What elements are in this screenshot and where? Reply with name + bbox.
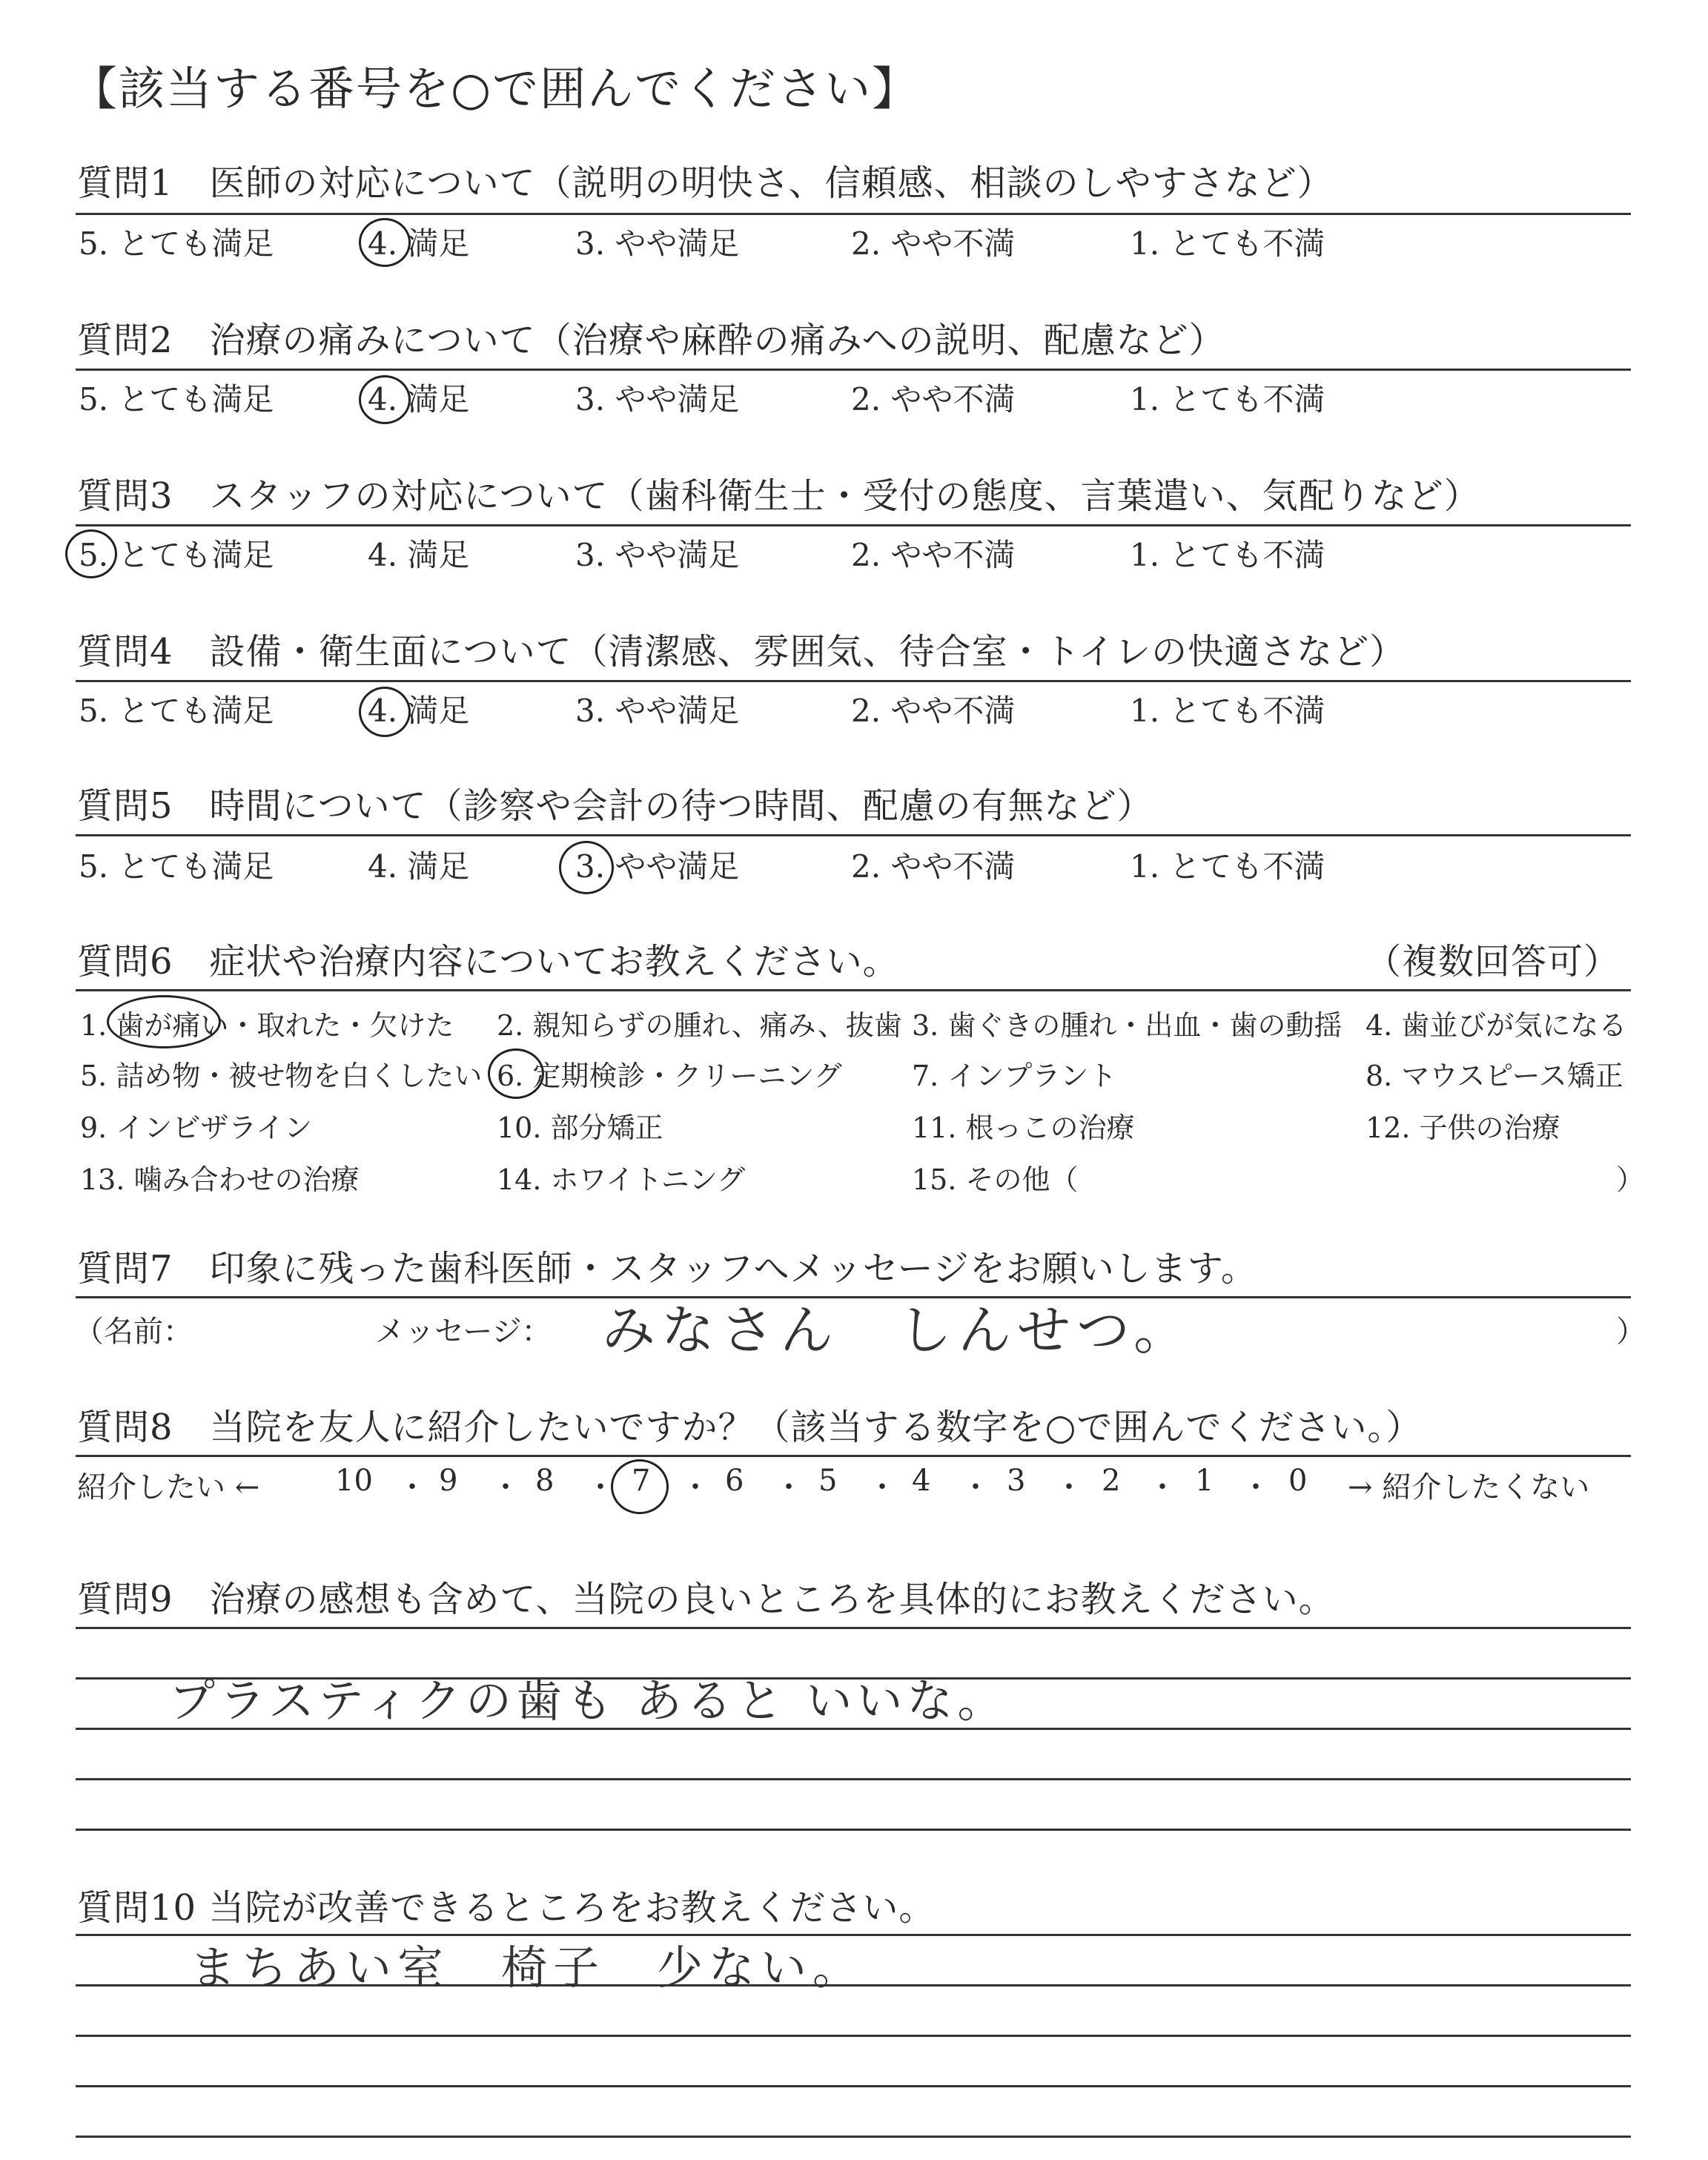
q4-option-3[interactable]: 3. やや満足 xyxy=(575,693,740,729)
q6-other-close-paren: ） xyxy=(1616,1163,1645,1196)
q6-option-3[interactable]: 3. 歯ぐきの腫れ・出血・歯の動揺 xyxy=(912,1009,1343,1042)
q3-option-5[interactable]: 5. とても満足 xyxy=(79,537,274,573)
q4-rule xyxy=(76,680,1631,682)
q10-line-3 xyxy=(76,2035,1631,2037)
q5-selected-circle xyxy=(559,841,614,894)
q8-scale-2[interactable]: 2 xyxy=(1102,1464,1121,1498)
q9-answer-handwritten[interactable]: プラスティクの歯も あると いいな。 xyxy=(169,1674,1008,1728)
q2-option-5[interactable]: 5. とても満足 xyxy=(79,381,274,417)
q1-rule xyxy=(76,213,1631,215)
q3-option-4[interactable]: 4. 満足 xyxy=(368,537,470,573)
q8-scale-8[interactable]: 8 xyxy=(535,1464,555,1498)
q6-option-9[interactable]: 9. インビザライン xyxy=(80,1112,313,1144)
q3-option-3[interactable]: 3. やや満足 xyxy=(575,537,740,573)
q5-title: 質問5 時間について（診察や会計の待つ時間、配慮の有無など） xyxy=(77,785,1153,827)
q8-left-label: 紹介したい ← xyxy=(77,1470,260,1505)
q4-option-2[interactable]: 2. やや不満 xyxy=(851,693,1016,729)
q2-option-3[interactable]: 3. やや満足 xyxy=(575,381,740,417)
q6-title: 質問6 症状や治療内容についてお教えください。 xyxy=(77,941,899,982)
q8-scale-4[interactable]: 4 xyxy=(912,1464,931,1498)
q8-scale-10[interactable]: 10 xyxy=(335,1464,373,1498)
q6-option-14[interactable]: 14. ホワイトニング xyxy=(497,1163,746,1196)
q6-rule xyxy=(76,989,1631,991)
form-heading: 【該当する番号を○で囲んでください】 xyxy=(71,62,920,116)
q6-option-6[interactable]: 6. 定期検診・クリーニング xyxy=(497,1060,842,1092)
q8-dot: ・ xyxy=(1054,1470,1084,1505)
q2-rule xyxy=(76,369,1631,371)
q5-rule xyxy=(76,834,1631,836)
q9-title: 質問9 治療の感想も含めて、当院の良いところを具体的にお教えください。 xyxy=(77,1579,1335,1620)
q1-option-1[interactable]: 1. とても不満 xyxy=(1130,225,1325,262)
q8-scale-5[interactable]: 5 xyxy=(818,1464,838,1498)
q8-scale-6[interactable]: 6 xyxy=(725,1464,744,1498)
q5-option-4[interactable]: 4. 満足 xyxy=(368,848,470,885)
q8-dot: ・ xyxy=(586,1470,615,1505)
q8-dot: ・ xyxy=(681,1470,710,1505)
q7-title: 質問7 印象に残った歯科医師・スタッフへメッセージをお願いします。 xyxy=(77,1248,1257,1289)
q10-answer-handwritten[interactable]: まちあい室 椅子 少ない。 xyxy=(190,1941,865,1995)
q2-option-1[interactable]: 1. とても不満 xyxy=(1130,381,1325,417)
q8-selected-circle xyxy=(611,1459,669,1514)
q4-selected-circle xyxy=(359,687,411,737)
q1-option-5[interactable]: 5. とても満足 xyxy=(79,225,274,262)
q10-line-4 xyxy=(76,2085,1631,2087)
q3-selected-circle xyxy=(65,529,117,578)
q6-option-5[interactable]: 5. 詰め物・被せ物を白くしたい xyxy=(80,1060,483,1092)
q6-option-10[interactable]: 10. 部分矯正 xyxy=(497,1112,663,1144)
q7-close-paren: ） xyxy=(1616,1315,1646,1349)
q6-option-7[interactable]: 7. インプラント xyxy=(912,1060,1117,1092)
q1-option-2[interactable]: 2. やや不満 xyxy=(851,225,1016,262)
q1-title: 質問1 医師の対応について（説明の明快さ、信頼感、相談のしやすさなど） xyxy=(77,162,1334,204)
q6-selected-circle-1 xyxy=(107,995,221,1048)
q8-scale-9[interactable]: 9 xyxy=(439,1464,458,1498)
q6-option-4[interactable]: 4. 歯並びが気になる xyxy=(1366,1009,1627,1042)
q9-line-5 xyxy=(76,1829,1631,1831)
q5-option-5[interactable]: 5. とても満足 xyxy=(79,848,274,885)
q10-title: 質問10 当院が改善できるところをお教えください。 xyxy=(77,1887,936,1929)
q8-scale-3[interactable]: 3 xyxy=(1007,1464,1026,1498)
q6-option-2[interactable]: 2. 親知らずの腫れ、痛み、抜歯 xyxy=(497,1009,902,1042)
q6-note: （複数回答可） xyxy=(1366,941,1621,982)
q3-title: 質問3 スタッフの対応について（歯科衛生士・受付の態度、言葉遣い、気配りなど） xyxy=(77,475,1480,517)
q8-dot: ・ xyxy=(1148,1470,1177,1505)
q8-dot: ・ xyxy=(1241,1470,1271,1505)
q6-option-1[interactable]: 1. 歯が痛い・取れた・欠けた xyxy=(80,1009,454,1042)
q7-message-label: メッセージ： xyxy=(375,1315,552,1349)
q6-option-11[interactable]: 11. 根っこの治療 xyxy=(912,1112,1135,1144)
q8-dot: ・ xyxy=(774,1470,804,1505)
q5-option-2[interactable]: 2. やや不満 xyxy=(851,848,1016,885)
q8-title: 質問8 当院を友人に紹介したいですか？（該当する数字を○で囲んでください。） xyxy=(77,1407,1423,1448)
q7-message-handwritten[interactable]: みなさん しんせつ。 xyxy=(602,1299,1194,1361)
q8-dot: ・ xyxy=(491,1470,520,1505)
q8-rule xyxy=(76,1455,1631,1457)
q10-line-5 xyxy=(76,2136,1631,2138)
q8-dot: ・ xyxy=(397,1470,427,1505)
q7-name-label: （名前： xyxy=(74,1315,193,1349)
q2-title: 質問2 治療の痛みについて（治療や麻酔の痛みへの説明、配慮など） xyxy=(77,320,1225,361)
q4-option-4[interactable]: 4. 満足 xyxy=(368,693,470,729)
q8-scale-1[interactable]: 1 xyxy=(1195,1464,1214,1498)
q1-selected-circle xyxy=(359,218,411,267)
q8-scale-7[interactable]: 7 xyxy=(632,1464,651,1498)
q2-selected-circle xyxy=(359,375,411,424)
q8-dot: ・ xyxy=(867,1470,897,1505)
q8-scale-0[interactable]: 0 xyxy=(1288,1464,1308,1498)
q4-option-1[interactable]: 1. とても不満 xyxy=(1130,693,1325,729)
q3-rule xyxy=(76,524,1631,526)
q2-option-2[interactable]: 2. やや不満 xyxy=(851,381,1016,417)
q8-dot: ・ xyxy=(961,1470,990,1505)
q4-title: 質問4 設備・衛生面について（清潔感、雰囲気、待合室・トイレの快適さなど） xyxy=(77,631,1406,673)
q1-option-3[interactable]: 3. やや満足 xyxy=(575,225,740,262)
q1-option-4[interactable]: 4. 満足 xyxy=(368,225,470,262)
q3-option-2[interactable]: 2. やや不満 xyxy=(851,537,1016,573)
q6-option-13[interactable]: 13. 噛み合わせの治療 xyxy=(80,1163,360,1196)
q9-line-1 xyxy=(76,1627,1631,1629)
q6-option-8[interactable]: 8. マウスピース矯正 xyxy=(1366,1060,1623,1092)
q2-option-4[interactable]: 4. 満足 xyxy=(368,381,470,417)
q6-option-12[interactable]: 12. 子供の治療 xyxy=(1366,1112,1560,1144)
q5-option-3[interactable]: 3. やや満足 xyxy=(575,848,740,885)
q6-option-15[interactable]: 15. その他（ xyxy=(912,1163,1079,1196)
q6-selected-circle-6 xyxy=(488,1048,544,1099)
q8-right-label: → 紹介したくない xyxy=(1348,1470,1590,1505)
q3-option-1[interactable]: 1. とても不満 xyxy=(1130,537,1325,573)
q9-line-4 xyxy=(76,1778,1631,1780)
q4-option-5[interactable]: 5. とても満足 xyxy=(79,693,274,729)
q5-option-1[interactable]: 1. とても不満 xyxy=(1130,848,1325,885)
